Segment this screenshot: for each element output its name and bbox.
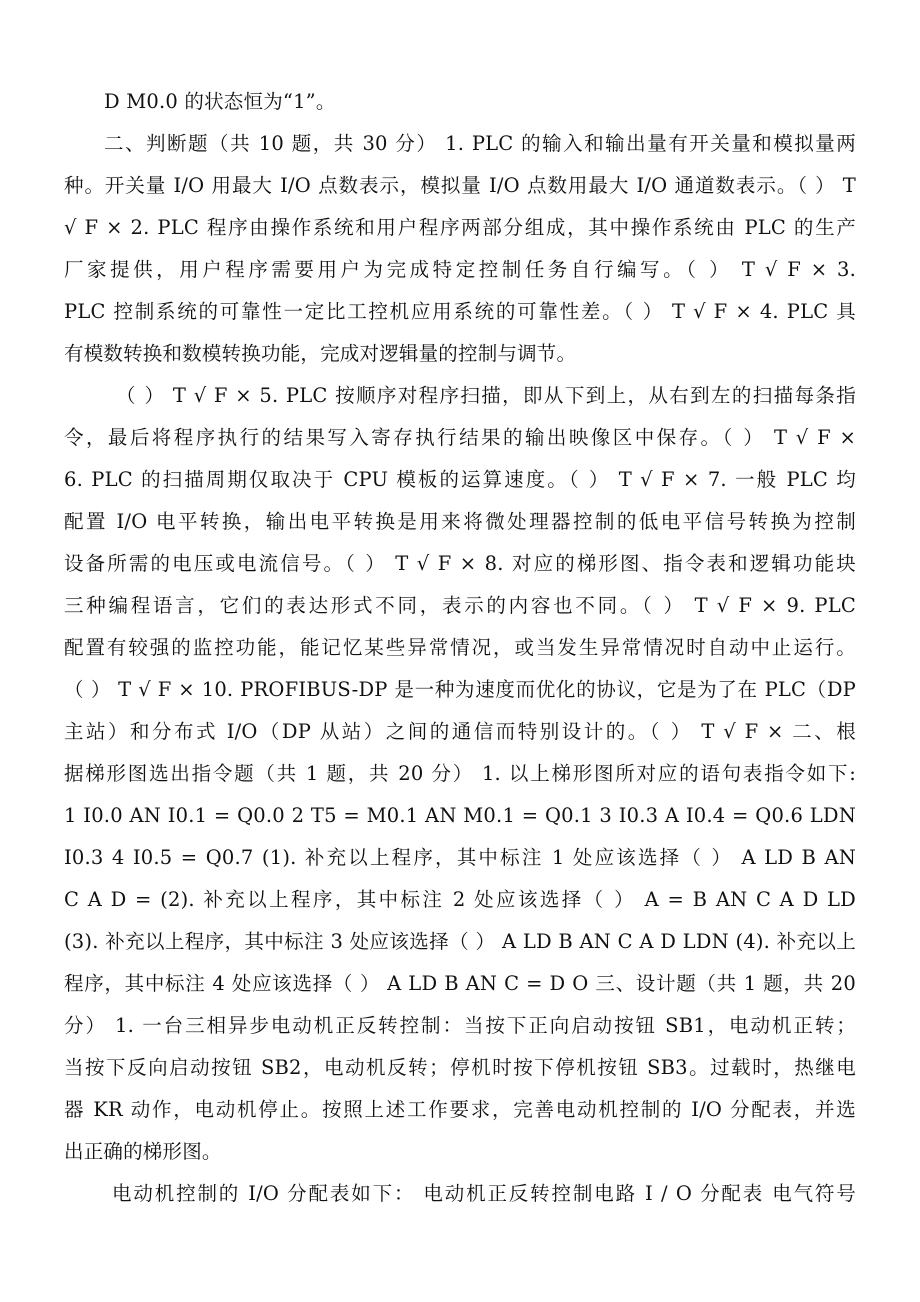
text-line: 有模数转换和数模转换功能，完成对逻辑量的控制与调节。 [64, 342, 577, 365]
text-line: 二、判断题（共 10 题，共 30 分） 1. PLC 的输入和输出量有开关量和模拟量两 [104, 132, 856, 155]
text-line: 分） 1. 一台三相异步电动机正反转控制：当按下正向启动按钮 SB1，电动机正转； [64, 1014, 856, 1037]
text-line: （ ） T √ F × 10. PROFIBUS-DP 是一种为速度而优化的协议，它是为了在 PLC（DP [64, 678, 856, 701]
text-line: 三种编程语言，它们的表达形式不同，表示的内容也不同。（ ） T √ F × 9. PLC [64, 594, 856, 617]
text-line: 令，最后将程序执行的结果写入寄存执行结果的输出映像区中保存。（ ） T √ F × [64, 426, 856, 449]
text-line: 当按下反向启动按钮 SB2，电动机反转；停机时按下停机按钮 SB3。过载时，热继电 [64, 1056, 856, 1079]
text-line: PLC 控制系统的可靠性一定比工控机应用系统的可靠性差。（ ） T √ F × 4. PLC 具 [64, 300, 856, 323]
text-line: (3). 补充以上程序，其中标注 3 处应该选择（ ） A LD B AN C A D LDN (4). 补充以上 [64, 930, 856, 953]
text-line: 6. PLC 的扫描周期仅取决于 CPU 模板的运算速度。（ ） T √ F × 7. 一般 PLC 均 [64, 468, 856, 491]
text-line: 器 KR 动作，电动机停止。按照上述工作要求，完善电动机控制的 I/O 分配表，并选 [64, 1098, 856, 1121]
text-line: 种。开关量 I/O 用最大 I/O 点数表示，模拟量 I/O 点数用最大 I/O 通道数表示。（ ） T [64, 174, 856, 197]
text-line: 电动机控制的 I/O 分配表如下： 电动机正反转控制电路 I / O 分配表 电气符号 [112, 1182, 856, 1205]
text-line: 出正确的梯形图。 [64, 1140, 222, 1163]
text-line: 1 I0.0 AN I0.1 = Q0.0 2 T5 = M0.1 AN M0.1 = Q0.1 3 I0.3 A I0.4 = Q0.6 LDN [64, 804, 856, 827]
text-line: 程序，其中标注 4 处应该选择（ ） A LD B AN C = D O 三、设计题（共 1 题，共 20 [64, 972, 856, 995]
text-line: 厂家提供，用户程序需要用户为完成特定控制任务自行编写。（ ） T √ F × 3. [64, 258, 856, 281]
text-line: D M0.0 的状态恒为“1”。 [104, 90, 336, 113]
text-line: （ ） T √ F × 5. PLC 按顺序对程序扫描，即从下到上，从右到左的扫描每条指 [116, 384, 856, 407]
text-line: 配置有较强的监控功能，能记忆某些异常情况，或当发生异常情况时自动中止运行。 [64, 636, 856, 659]
text-line: √ F × 2. PLC 程序由操作系统和用户程序两部分组成，其中操作系统由 PLC 的生产 [64, 216, 856, 239]
text-line: I0.3 4 I0.5 = Q0.7 (1). 补充以上程序，其中标注 1 处应该选择（ ） A LD B AN [64, 846, 856, 869]
text-line: 配置 I/O 电平转换，输出电平转换是用来将微处理器控制的低电平信号转换为控制 [64, 510, 856, 533]
text-line: 主站）和分布式 I/O（DP 从站）之间的通信而特别设计的。（ ） T √ F × 二、根 [64, 720, 856, 743]
text-line: 据梯形图选出指令题（共 1 题，共 20 分） 1. 以上梯形图所对应的语句表指令如下: [64, 762, 856, 785]
text-line: 设备所需的电压或电流信号。（ ） T √ F × 8. 对应的梯形图、指令表和逻辑功能块 [64, 552, 856, 575]
text-line: C A D = (2). 补充以上程序，其中标注 2 处应该选择（ ） A = B AN C A D LD [64, 888, 856, 911]
